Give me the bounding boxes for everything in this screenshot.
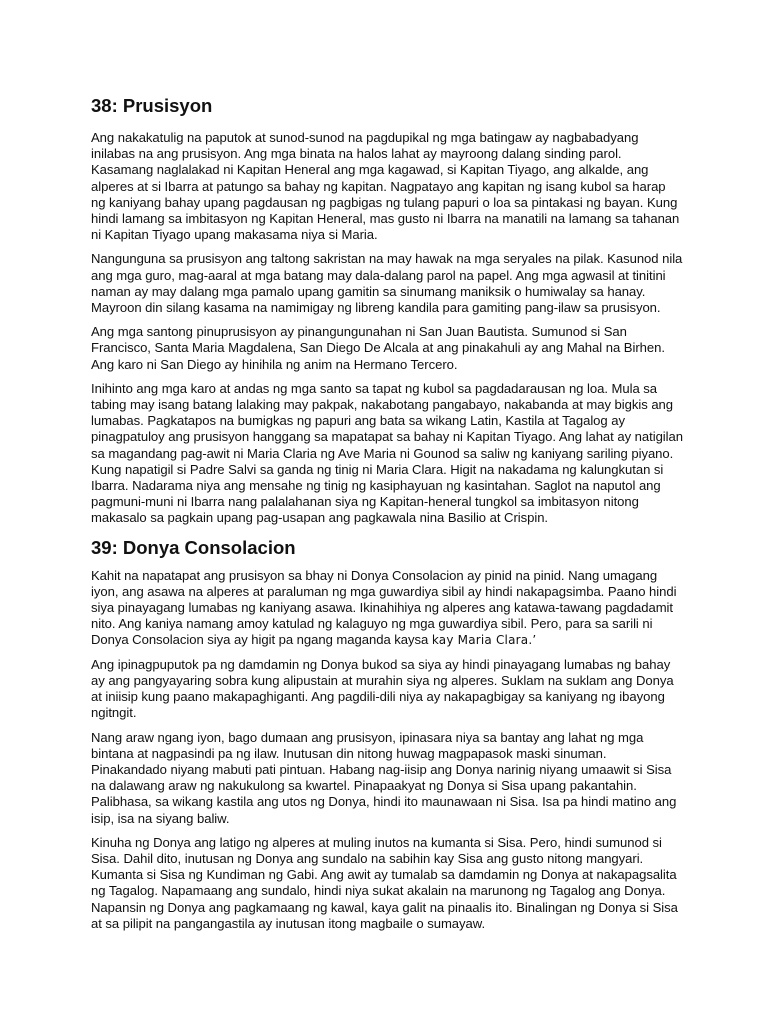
paragraph: Ang nakakatulig na paputok at sunod-sunod na pagdupikal ng mga batingaw ay nagbabadyang inilabas na ang prusisyon. Ang mga binata na halos lahat ay mayroong dalang sinding parol. Kasamang naglalakad ni Kapitan Heneral ang mga kagawad, si Kapitan Tiyago, ang alkalde, ang alperes at si Ibarra at patungo sa bahay ng kapitan. Nagpatayo ang kapitan ng isang kubol sa harap ng kaniyang bahay upang pagdausan ng pagbigas ng tulang papuri o loa sa pintakasi ng bayan. Kung hindi lamang sa imbitasyon ng Kapitan Heneral, mas gusto ni Ibarra na manatili na lamang sa tahanan ni Kapitan Tiyago upang makasama niya si Maria.: [91, 130, 680, 243]
paragraph: Ang ipinagpuputok pa ng damdamin ng Donya bukod sa siya ay hindi pinayagang lumabas ng bahay ay ang pangyayaring sobra kung alipustain at murahin siya ng alperes. Suklam na suklam ang Donya at iniisip kung paano makapaghiganti. Ang pagdili-dili niya ay nakapagbigay sa kaniyang ng ibayong ngitngit.: [91, 656, 674, 721]
paragraph: Nang araw ngang iyon, bago dumaan ang prusisyon, ipinasara niya sa bantay ang lahat ng mga bintana at nagpasindi pa ng ilaw. Inutusan din nitong huwag magpapasok maski sinuman. Pinakandado niyang mabuti pati pintuan. Habang nag-iisip ang Donya narinig niyang umaawit si Sisa na dalawang araw ng nakukulong sa kwartel. Pinapaakyat ng Donya si Sisa upang pakantahin. Palibhasa, sa wikang kastila ang utos ng Donya, hindi ito maunawaan ni Sisa. Isa pa hindi matino ang isip, isa na siyang baliw.: [91, 729, 677, 826]
section-heading-38: 38: Prusisyon: [91, 95, 213, 116]
paragraph: Ang mga santong pinuprusisyon ay pinangungunahan ni San Juan Bautista. Sumunod si San Francisco, Santa Maria Magdalena, San Diego De Alcala at ang pinakahuli ay ang Mahal na Birhen. Ang karo ni San Diego ay hinihila ng anim na Hermano Tercero.: [91, 324, 665, 372]
paragraph: [91, 568, 683, 649]
paragraph: Inihinto ang mga karo at andas ng mga santo sa tapat ng kubol sa pagdadarausan ng loa. Mula sa tabing may isang batang lalaking may pakpak, nakabotang pangabayo, nakabanda at may bigkis ang lumabas. Pagkatapos na bumigkas ng papuri ang bata sa wikang Latin, Kastila at Tagalog ay pinagpatuloy ang prusisyon hanggang sa mapatapat sa bahay ni Kapitan Tiyago. Ang lahat ay natigilan sa magandang pag-awit ni Maria Claria ng Ave Maria ni Gounod sa saliw ng kaniyang sariling piyano. Kung napatigil si Padre Salvi sa ganda ng tinig ni Maria Clara. Higit na nakadama ng kalungkutan si Ibarra. Nadarama niya ang mensahe ng tinig ng kasiphayuan ng kasintahan. Saglot na naputol ang pagmuni-muni ni Ibarra nang palalahanan siya ng Kapitan-heneral tungkol sa imbitasyon nitong makasalo sa pagkain upang pag-usapan ang pagkawala nina Basilio at Crispin.: [91, 380, 683, 526]
paragraph: Kinuha ng Donya ang latigo ng alperes at muling inutos na kumanta si Sisa. Pero, hindi sumunod si Sisa. Dahil dito, inutusan ng Donya ang sundalo na sabihin kay Sisa ang gusto nitong mangyari. Kumanta si Sisa ng Kundiman ng Gabi. Ang awit ay tumalab sa damdamin ng Donya at nakapagsalita ng Tagalog. Napamaang ang sundalo, hindi niya sukat akalain na marunong ng Tagalog ang Donya. Napansin ng Donya ang pagkamaang ng kawal, kaya galit na pinaalis ito. Binalingan ng Donya si Sisa at sa pilipit na pangangastila ay inutusan itong magbaile o sumayaw.: [91, 834, 678, 931]
section-heading-39: 39: Donya Consolacion: [91, 536, 296, 558]
paragraph: Nangunguna sa prusisyon ang taltong sakristan na may hawak na mga seryales na pilak. Kasunod nila ang mga guro, mag-aaral at mga batang may dala-dalang parol na papel. Ang mga agwasil at tinitini naman ay may dalang mga pamalo upang gamitin sa sinumang maniksik o humiwalay sa hanay. Mayroon din silang kasama na namimigay ng libreng kandila para gamiting pang-ilaw sa prusisyon.: [91, 251, 683, 316]
document-page: [91, 92, 683, 932]
paragraph-text: Kahit na napatapat ang prusisyon sa bhay ni Donya Consolacion ay pinid na pinid. Nang umagang iyon, ang asawa na alperes at paraluman ng mga guwardiya sibil ay hindi nakapagsimba. Paano hindi siya pinayagang lumabas ng kaniyang asawa. Ikinahihiya ng alperes ang katawa-tawang pagdadamit nito. Ang kaniya namang amoy katulad ng kalaguyo ng mga guwardiya sibil. Pero, para sa sarili ni Donya Consolacion siya ay higit pa ngang maganda kaysa: [91, 567, 677, 648]
paragraph-tail-text: kay Maria Clara.’: [431, 633, 537, 648]
